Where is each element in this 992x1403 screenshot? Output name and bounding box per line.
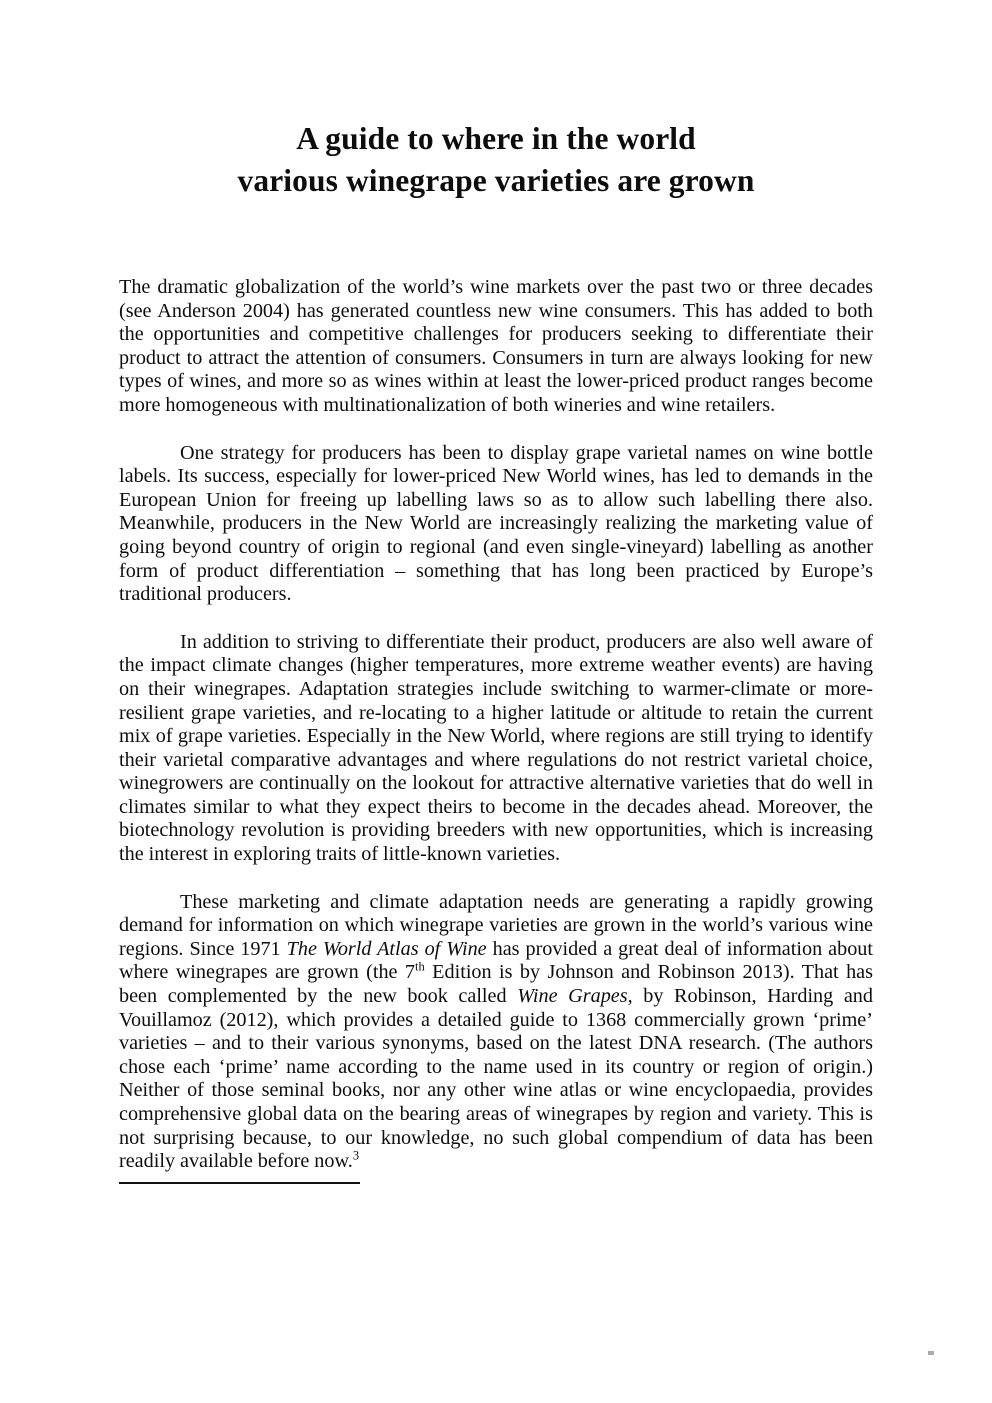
page-title-line-1: A guide to where in the world [296, 121, 696, 156]
ordinal-suffix-th: th [415, 959, 425, 974]
book-title-world-atlas-of-wine: The World Atlas of Wine [286, 937, 487, 960]
para4-segment-4: , by Robinson, Harding and Vouillamoz (2012), which provides a detailed guide to 1368 commercially grown ‘prime’ varieties – and to their various synonyms, based on the latest DNA research. (The authors chose each ‘prime’ name according to the name used in its country or region of origin.) Neither of those seminal books, nor any other wine atlas or wine encyclopaedia, provides comprehensive global data on the bearing areas of winegrapes by region and variety. This is not surprising because, to our knowledge, no such global compendium of data has been readily available before now. [119, 985, 873, 1173]
paragraph-demand-for-information [119, 891, 873, 1174]
footnote-marker-3: 3 [352, 1148, 360, 1163]
para4-segment-3: Edition is by Johnson and Robinson 2013). That has been complemented by the new book called [119, 961, 873, 1008]
footnote-separator-rule [119, 1182, 360, 1184]
paragraph-varietal-labelling: One strategy for producers has been to display grape varietal names on wine bottle labels. Its success, especially for lower-priced New World wines, has led to demands in the European Union for freeing up labelling laws so as to allow such labelling there also. Meanwhile, producers in the New World are increasingly realizing the marketing value of going beyond country of origin to regional (and even single-vineyard) labelling as another form of product differentiation – something that has long been practiced by Europe’s traditional producers. [119, 441, 873, 606]
paragraph-climate-adaptation: In addition to striving to differentiate their product, producers are also well aware of the impact climate changes (higher temperatures, more extreme weather events) are having on their winegrapes. Adaptation strategies include switching to warmer-climate or more-resilient grape varieties, and re-locating to a higher latitude or altitude to retain the current mix of grape varieties. Especially in the New World, where regions are still trying to identify their varietal comparative advantages and where regulations do not restrict varietal choice, winegrowers are continually on the lookout for attractive alternative varieties that do well in climates similar to what they expect theirs to become in the decades ahead. Moreover, the biotechnology revolution is providing breeders with new opportunities, which is increasing the interest in exploring traits of little-known varieties. [119, 630, 873, 866]
book-title-wine-grapes: Wine Grapes [517, 985, 628, 1008]
paragraph-globalization: The dramatic globalization of the world’s wine markets over the past two or three decades (see Anderson 2004) has generated countless new wine consumers. This has added to both the opportunities and competitive challenges for producers seeking to differentiate their product to attract the attention of consumers. Consumers in turn are always looking for new types of wines, and more so as wines within at least the lower-priced product ranges become more homogeneous with multinationalization of both wineries and wine retailers. [119, 276, 873, 416]
para4-segment-1: These marketing and climate adaptation needs are generating a rapidly growing demand for information on which winegrape varieties are grown in the world’s various wine regions. Since 1971 [119, 890, 873, 960]
page-title-line-2: various winegrape varieties are grown [237, 163, 755, 198]
page-scan-artifact [928, 1351, 934, 1355]
para4-segment-2: has provided a great deal of information about where winegrapes are grown (the 7 [119, 937, 873, 984]
page-content-column [119, 0, 873, 1174]
page-title [119, 0, 873, 202]
body-text [119, 276, 873, 1174]
